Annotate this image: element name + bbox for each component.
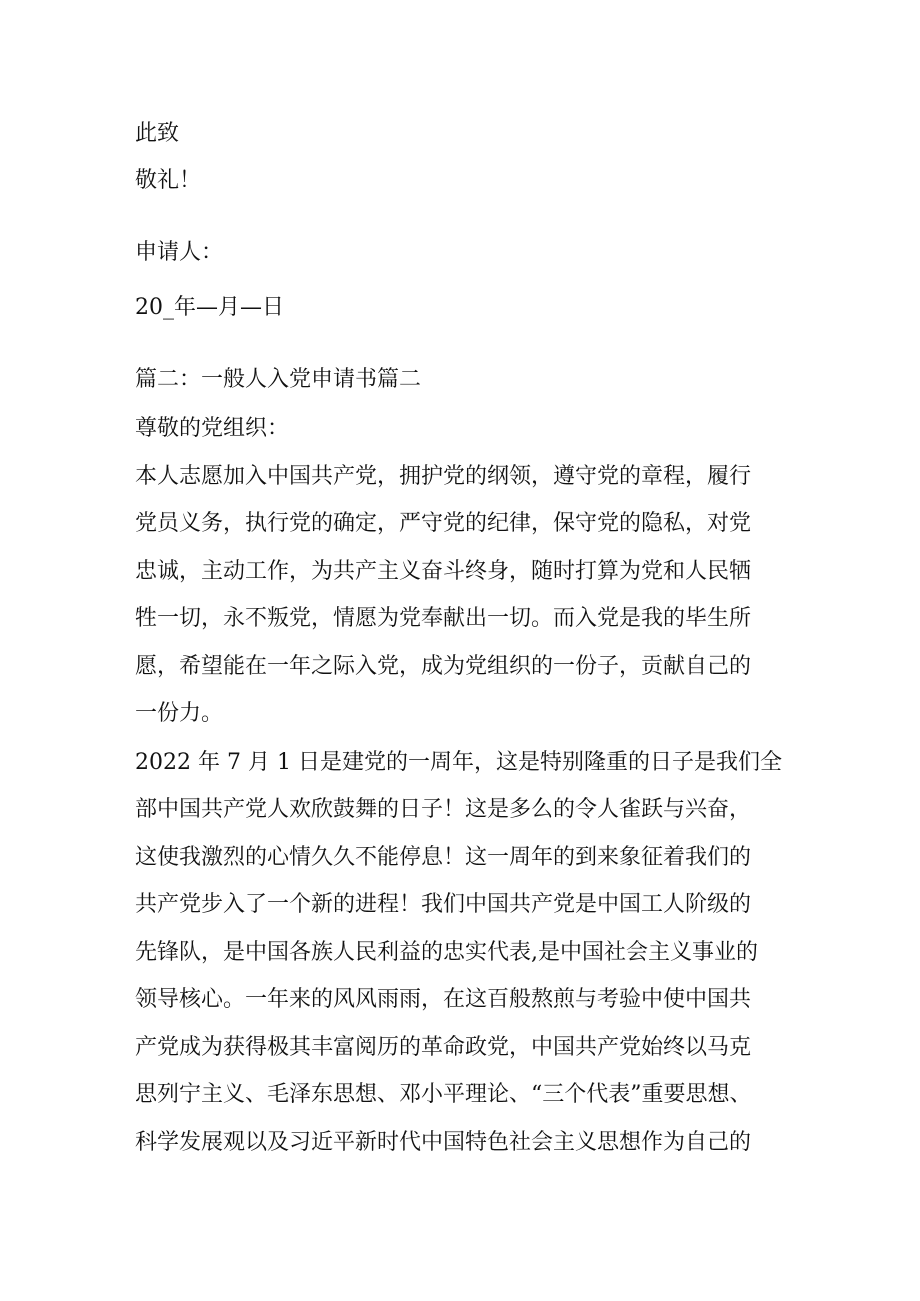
paragraph-line: 这使我激烈的心情久久不能停息！这一周年的到来象征着我们的 bbox=[135, 845, 752, 870]
greeting: 尊敬的党组织： bbox=[135, 416, 290, 441]
paragraph-line: 忠诚，主动工作，为共产主义奋斗终身，随时打算为党和人民牺 bbox=[135, 559, 752, 584]
paragraph-line: 愿，希望能在一年之际入党，成为党组织的一份子，贡献自己的 bbox=[135, 654, 752, 679]
paragraph-line: 部中国共产党人欢欣鼓舞的日子！这是多么的令人雀跃与兴奋， bbox=[135, 797, 752, 822]
paragraph-line: 先锋队，是中国各族人民利益的忠实代表,是中国社会主义事业的 bbox=[135, 940, 758, 965]
paragraph-line: 本人志愿加入中国共产党，拥护党的纲领，遵守党的章程，履行 bbox=[135, 464, 752, 489]
paragraph-line: 一份力。 bbox=[135, 701, 224, 726]
paragraph-line: 科学发展观以及习近平新时代中国特色社会主义思想作为自己的 bbox=[135, 1130, 752, 1155]
section-heading: 篇二：一般人入党申请书篇二 bbox=[135, 367, 422, 392]
closing-salutation: 此致 bbox=[135, 121, 180, 146]
closing-regards: 敬礼！ bbox=[135, 168, 202, 193]
paragraph-line: 2022 年 7 月 1 日是建党的一周年，这是特别隆重的日子是我们全 bbox=[135, 750, 782, 775]
paragraph-line: 产党成为获得极其丰富阅历的革命政党，中国共产党始终以马克 bbox=[135, 1035, 752, 1060]
paragraph-line: 领导核心。一年来的风风雨雨，在这百般熬煎与考验中使中国共 bbox=[135, 987, 752, 1012]
paragraph-line: 党员义务，执行党的确定，严守党的纪律，保守党的隐私，对党 bbox=[135, 511, 752, 536]
paragraph-line: 思列宁主义、毛泽东思想、邓小平理论、“三个代表”重要思想、 bbox=[135, 1082, 752, 1107]
paragraph-line: 共产党步入了一个新的进程！我们中国共产党是中国工人阶级的 bbox=[135, 892, 752, 917]
applicant-label: 申请人： bbox=[135, 240, 224, 265]
paragraph-line: 牲一切，永不叛党，情愿为党奉献出一切。而入党是我的毕生所 bbox=[135, 606, 752, 631]
date-line: 20_年—月—日 bbox=[135, 295, 284, 320]
